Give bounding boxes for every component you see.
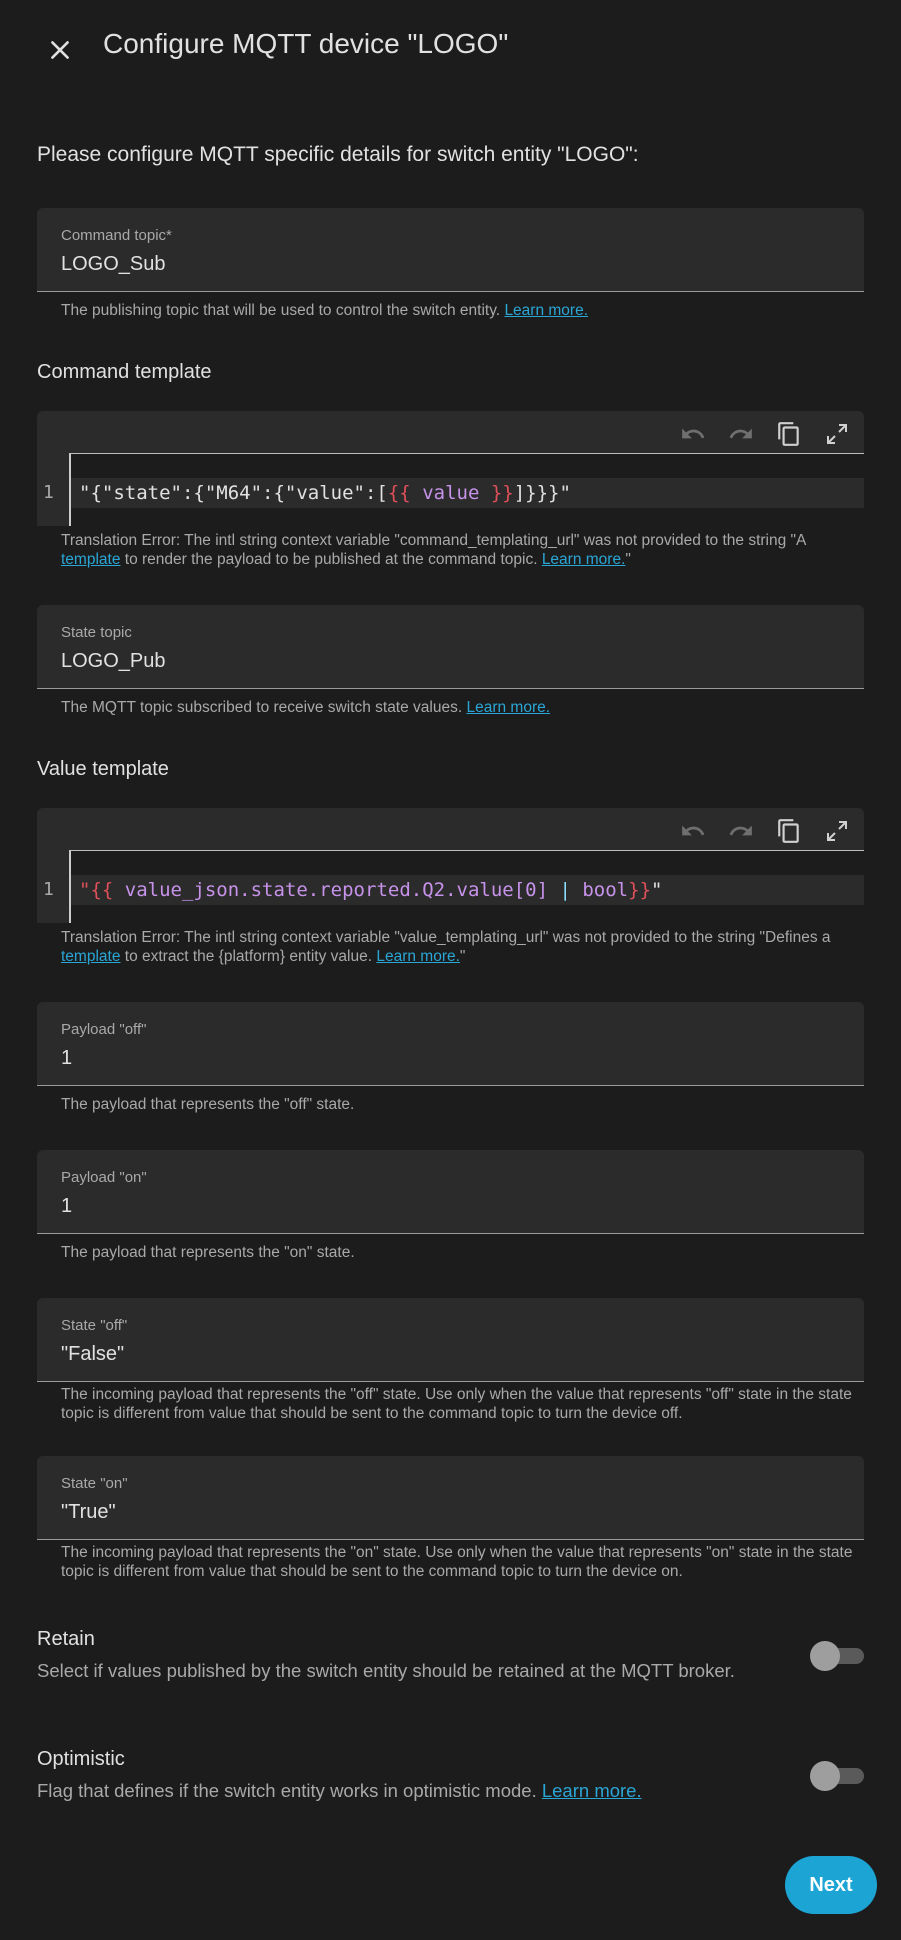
- payload-on-helper: The payload that represents the "on" state.: [61, 1244, 355, 1261]
- command-template-toolbar: [678, 419, 852, 449]
- code-token-brace: {{: [90, 879, 114, 901]
- command-topic-input[interactable]: [61, 253, 841, 276]
- state-on-helper: The incoming payload that represents the "on" state. Use only when the value that represents "on" state in the state topic is different from value that should be sent to the command topic to turn the device on.: [61, 1544, 853, 1580]
- line-number: 1: [43, 482, 54, 503]
- state-on-field[interactable]: [37, 1456, 864, 1540]
- dialog-title: Configure MQTT device "LOGO": [103, 28, 509, 59]
- command-topic-field[interactable]: [37, 208, 864, 292]
- state-topic-helper-text: The MQTT topic subscribed to receive switch state values.: [61, 699, 463, 716]
- optimistic-row: [37, 1748, 864, 1802]
- command-topic-helper-text: The publishing topic that will be used to control the switch entity.: [61, 302, 501, 319]
- payload-on-field[interactable]: [37, 1150, 864, 1234]
- state-on-input[interactable]: [61, 1501, 841, 1524]
- payload-off-helper: The payload that represents the "off" state.: [61, 1096, 355, 1113]
- retain-row: [37, 1628, 864, 1682]
- value-template-code-area[interactable]: [43, 850, 864, 923]
- redo-icon: [728, 421, 754, 447]
- code-token: ]}}}": [513, 482, 571, 504]
- undo-button[interactable]: [678, 419, 708, 449]
- command-template-code[interactable]: [79, 482, 571, 504]
- toggle-thumb: [810, 1641, 840, 1671]
- payload-off-input[interactable]: [61, 1047, 841, 1070]
- error-text: to extract the {platform} entity value.: [120, 948, 377, 965]
- undo-icon: [680, 818, 706, 844]
- state-on-label: State "on": [61, 1475, 128, 1492]
- close-button[interactable]: [40, 30, 80, 70]
- code-token-pipe: |: [559, 879, 571, 901]
- fullscreen-icon: [825, 422, 849, 446]
- code-token: ": [651, 879, 663, 901]
- state-off-label: State "off": [61, 1317, 128, 1334]
- code-token: "{"state":{"M64":{"value":[: [79, 482, 388, 504]
- learn-more-link[interactable]: Learn more.: [541, 551, 626, 568]
- command-topic-label: Command topic*: [61, 227, 172, 244]
- intro-text: Please configure MQTT specific details for switch entity "LOGO":: [37, 143, 639, 166]
- retain-title: Retain: [37, 1628, 95, 1650]
- optimistic-title: Optimistic: [37, 1748, 125, 1770]
- value-template-code[interactable]: [79, 879, 662, 901]
- line-number: 1: [43, 879, 54, 900]
- code-token-var: value_json.state.reported.Q2.value[0]: [113, 879, 560, 901]
- payload-off-label: Payload "off": [61, 1021, 147, 1038]
- optimistic-description: [37, 1780, 864, 1802]
- command-topic-learn-more-link[interactable]: Learn more.: [504, 302, 589, 319]
- retain-toggle[interactable]: [810, 1641, 864, 1671]
- state-topic-learn-more-link[interactable]: Learn more.: [466, 699, 551, 716]
- code-token-var: value: [410, 482, 491, 504]
- fullscreen-icon: [825, 819, 849, 843]
- state-off-field[interactable]: [37, 1298, 864, 1382]
- redo-button[interactable]: [726, 419, 756, 449]
- code-token-brace: {{: [387, 482, 411, 504]
- fullscreen-button[interactable]: [822, 419, 852, 449]
- command-template-editor: [37, 411, 864, 526]
- payload-off-field[interactable]: [37, 1002, 864, 1086]
- state-topic-label: State topic: [61, 624, 132, 641]
- error-text: to render the payload to be published at the command topic.: [120, 551, 542, 568]
- copy-icon: [776, 818, 802, 844]
- template-link[interactable]: template: [61, 551, 121, 568]
- state-topic-field[interactable]: [37, 605, 864, 689]
- retain-description: Select if values published by the switch entity should be retained at the MQTT broker.: [37, 1660, 735, 1681]
- fullscreen-button[interactable]: [822, 816, 852, 846]
- payload-on-label: Payload "on": [61, 1169, 147, 1186]
- error-text: ": [625, 551, 631, 568]
- copy-icon: [776, 421, 802, 447]
- state-topic-input[interactable]: [61, 650, 841, 673]
- payload-on-input[interactable]: [61, 1195, 841, 1218]
- toggle-thumb: [810, 1761, 840, 1791]
- optimistic-learn-more-link[interactable]: Learn more.: [541, 1780, 642, 1801]
- error-text: Translation Error: The intl string context variable "command_templating_url" was not provided to the string "A: [61, 532, 806, 549]
- undo-button[interactable]: [678, 816, 708, 846]
- state-off-input[interactable]: [61, 1343, 841, 1366]
- redo-icon: [728, 818, 754, 844]
- command-template-error: [61, 531, 861, 569]
- state-off-helper: The incoming payload that represents the "off" state. Use only when the value that represents "off" state in the state topic is different from value that should be sent to the command topic to turn the device off.: [61, 1386, 852, 1422]
- template-link[interactable]: template: [61, 948, 121, 965]
- value-template-toolbar: [678, 816, 852, 846]
- error-text: ": [459, 948, 466, 965]
- undo-icon: [680, 421, 706, 447]
- copy-button[interactable]: [774, 419, 804, 449]
- state-topic-helper: [61, 698, 861, 717]
- code-token-filter: bool: [570, 879, 629, 901]
- optimistic-description-text: Flag that defines if the switch entity works in optimistic mode.: [37, 1780, 542, 1801]
- value-template-editor: [37, 808, 864, 923]
- code-token-quote: ": [79, 879, 91, 901]
- value-template-error: [61, 928, 861, 966]
- command-template-title: Command template: [37, 361, 212, 383]
- code-token-brace: }}: [628, 879, 652, 901]
- error-text: Translation Error: The intl string context variable "value_templating_url" was not provided to the string "Defines a: [61, 929, 831, 946]
- redo-button[interactable]: [726, 816, 756, 846]
- learn-more-link[interactable]: Learn more.: [376, 948, 460, 965]
- close-icon: [47, 37, 73, 63]
- value-template-title: Value template: [37, 758, 169, 780]
- next-button[interactable]: Next: [785, 1856, 877, 1914]
- command-template-code-area[interactable]: [43, 453, 864, 526]
- command-topic-helper: [61, 301, 861, 320]
- optimistic-toggle[interactable]: [810, 1761, 864, 1791]
- copy-button[interactable]: [774, 816, 804, 846]
- code-token-brace: }}: [490, 482, 514, 504]
